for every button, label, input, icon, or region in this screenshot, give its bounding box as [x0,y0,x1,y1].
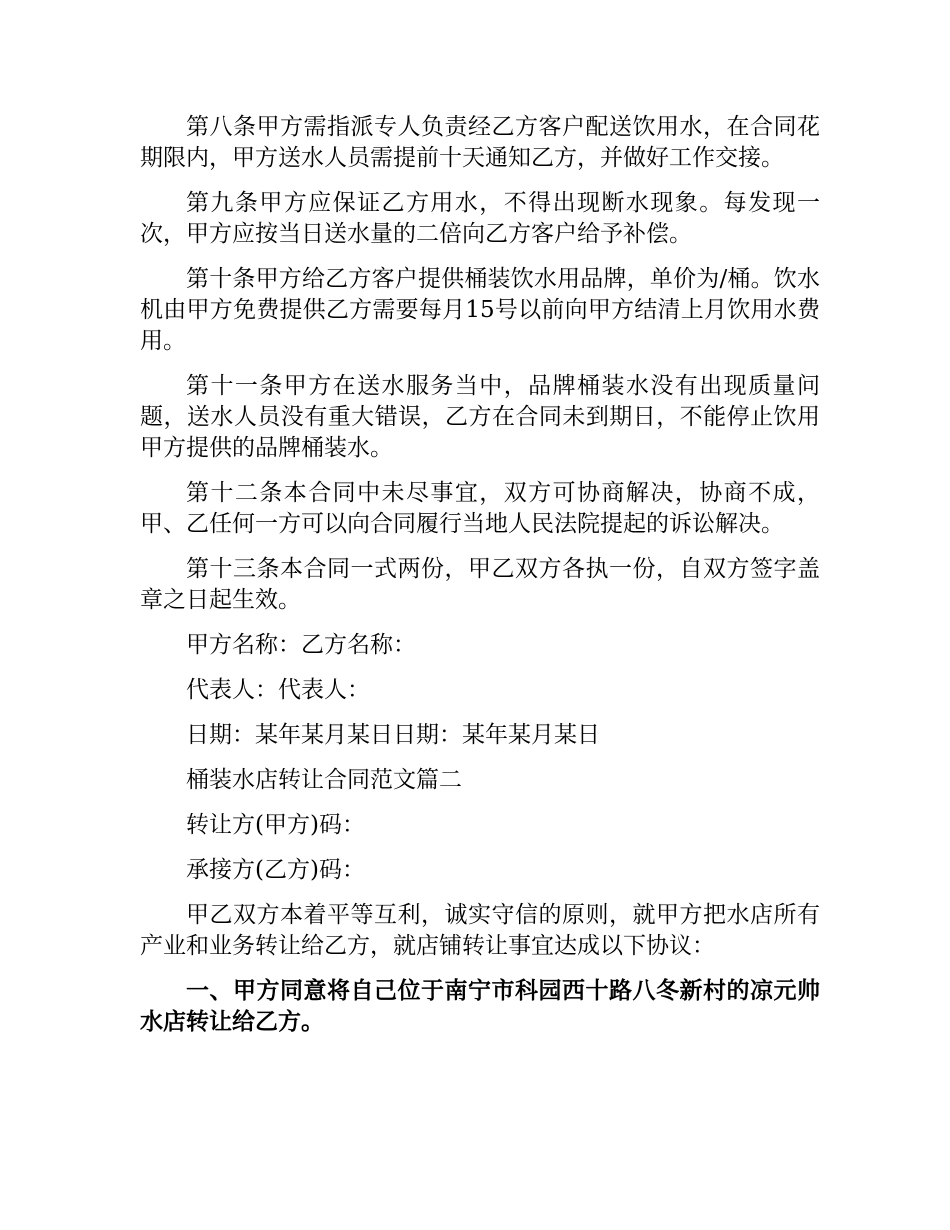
document-body [140,112,820,1052]
article-9: 第九条甲方应保证乙方用水，不得出现断水现象。每发现一次，甲方应按当日送水量的二倍向乙方客户给予补偿。 [140,190,820,247]
article-13: 第十三条本合同一式两份，甲乙双方各执一份，自双方签字盖章之日起生效。 [140,556,820,613]
section-title: 桶装水店转让合同范文篇二 [186,767,462,793]
transferor-line: 转让方(甲方)码： [186,812,365,838]
transferee-line: 承接方(乙方)码： [186,857,365,883]
party-names-line: 甲方名称：乙方名称： [186,632,416,658]
article-12: 第十二条本合同中未尽事宜，双方可协商解决，协商不成，甲、乙任何一方可以向合同履行当地人民法院提起的诉讼解决。 [140,480,820,537]
representatives-line: 代表人：代表人： [186,677,370,703]
article-11: 第十一条甲方在送水服务当中，品牌桶装水没有出现质量问题，送水人员没有重大错误，乙方在合同未到期日，不能停止饮用甲方提供的品牌桶装水。 [140,373,820,461]
dates-line: 日期：某年某月某日日期：某年某月某日 [186,722,600,748]
article-8: 第八条甲方需指派专人负责经乙方客户配送饮用水，在合同花期限内，甲方送水人员需提前十天通知乙方，并做好工作交接。 [140,114,820,171]
clause-one: 一、甲方同意将自己位于南宁市科园西十路八冬新村的凉元帅水店转让给乙方。 [140,978,820,1035]
article-10: 第十条甲方给乙方客户提供桶装饮水用品牌，单价为/桶。饮水机由甲方免费提供乙方需要每月15号以前向甲方结清上月饮用水费用。 [140,266,820,354]
preamble-paragraph: 甲乙双方本着平等互利，诚实守信的原则，就甲方把水店所有产业和业务转让给乙方，就店铺转让事宜达成以下协议： [140,902,820,959]
